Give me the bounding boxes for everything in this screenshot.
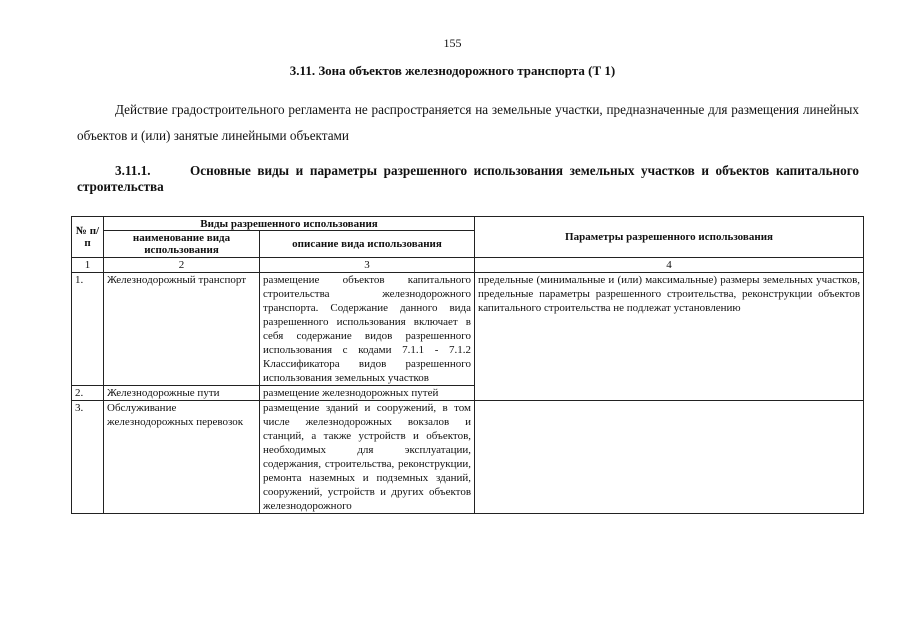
row-name: Железнодорожные пути <box>104 386 260 401</box>
row-params-empty <box>475 401 864 514</box>
column-number: 4 <box>475 258 864 273</box>
row-description: размещение зданий и сооружений, в том числе железнодорожных вокзалов и станций, а также устройств и объектов, необходимых для эксплуатации, содержания, строительства, реконструкции, ремонта наземных и подземных зданий, сооружений, устройств и других объектов железнодорожного <box>260 401 475 514</box>
header-types-group: Виды разрешенного использования <box>104 217 475 231</box>
row-description: размещение железнодорожных путей <box>260 386 475 401</box>
column-number: 1 <box>72 258 104 273</box>
row-params: предельные (минимальные и (или) максимальные) размеры земельных участков, предельные параметры разрешенного строительства, реконструкции объектов капитального строительства не подлежат установлению <box>475 273 864 401</box>
header-name: наименование вида использования <box>104 231 260 258</box>
table-row <box>72 401 864 514</box>
column-number: 3 <box>260 258 475 273</box>
row-number: 3. <box>72 401 104 514</box>
page-number: 155 <box>443 36 462 50</box>
row-number: 2. <box>72 386 104 401</box>
intro-paragraph: Действие градостроительного регламента не распространяется на земельные участки, предназначенные для размещения линейных объектов и (или) занятые линейными объектами <box>77 102 859 143</box>
subsection-number: 3.11.1. <box>115 163 151 178</box>
row-number: 1. <box>72 273 104 386</box>
column-number: 2 <box>104 258 260 273</box>
row-name: Обслуживание железнодорожных перевозок <box>104 401 260 514</box>
section-title: 3.11. Зона объектов железнодорожного транспорта (Т 1) <box>289 63 616 78</box>
header-params: Параметры разрешенного использования <box>475 217 864 258</box>
row-description: размещение объектов капитального строительства железнодорожного транспорта. Содержание данного вида разрешенного использования включает в себя содержание видов разрешенного использования с кодами 7.1.1 - 7.1.2 Классификатора видов разрешенного использования земельных участков <box>260 273 475 386</box>
header-row-1 <box>72 217 864 231</box>
subsection-title: Основные виды и параметры разрешенного использования земельных участков и объектов капитального строительства <box>77 163 859 194</box>
subsection-heading <box>77 163 859 195</box>
regulations-table <box>71 216 864 514</box>
row-name: Железнодорожный транспорт <box>104 273 260 386</box>
column-number-row <box>72 258 864 273</box>
table-row <box>72 273 864 386</box>
header-description: описание вида использования <box>260 231 475 258</box>
header-num: № п/п <box>72 217 104 258</box>
